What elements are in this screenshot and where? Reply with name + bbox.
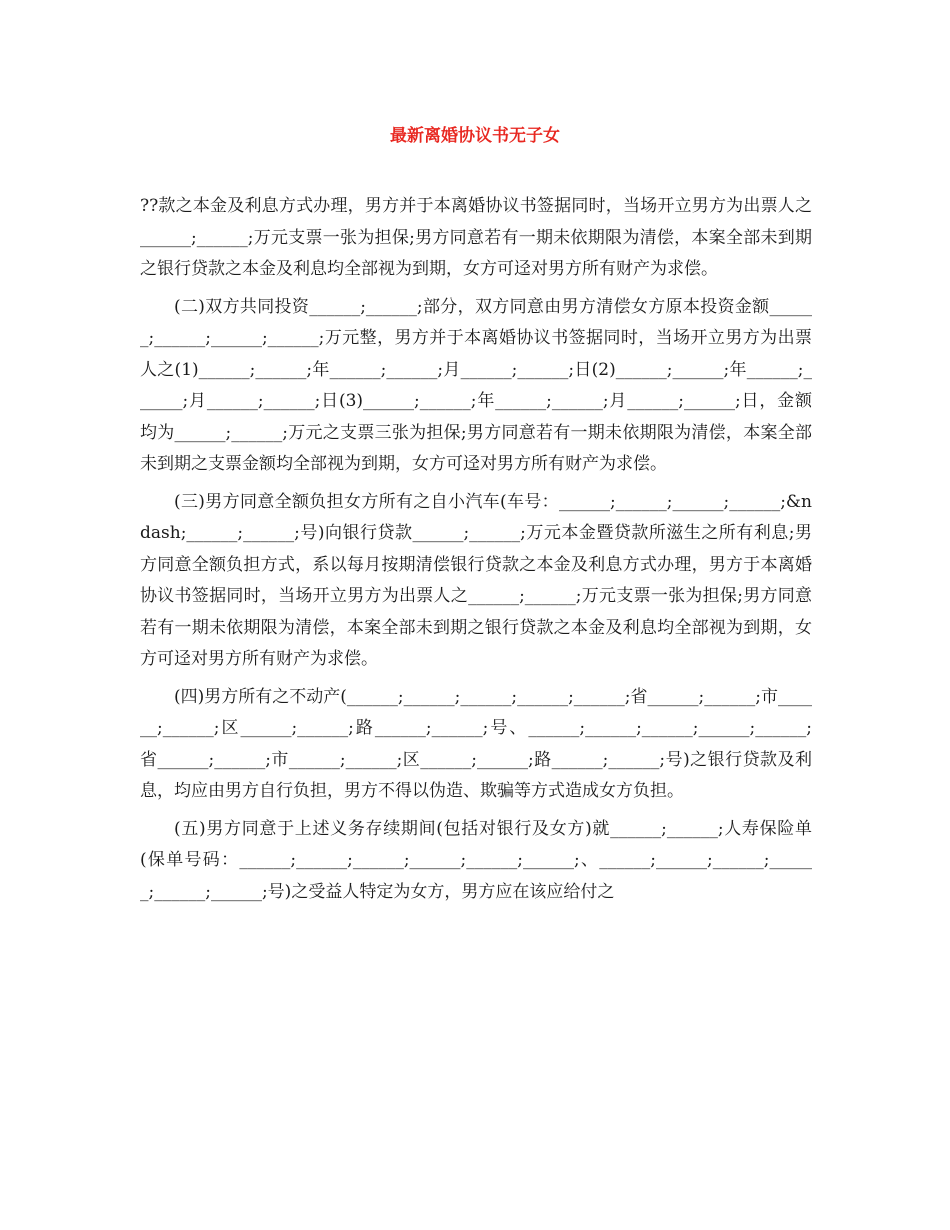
paragraph-life-insurance: (五)男方同意于上述义务存续期间(包括对银行及女方)就______;______;人寿保险单(保单号码：______;______;______;______;______;______;、______;______;______;______;______;______;号)之受益人特定为女方，男方应在该应给付之: [140, 818, 812, 902]
document-title: 最新离婚协议书无子女: [390, 126, 560, 146]
paragraph-real-estate: (四)男方所有之不动产(______;______;______;______;______;省______;______;市______;______;区______;______;路______;______;号、______;______;______;______;______;省______;______;市______;______;区______;______;路______;______;号)之银行贷款及利息，均应由男方自行负担，男方不得以伪造、欺骗等方式造成女方负担。: [140, 686, 812, 801]
document-body: [140, 191, 812, 914]
paragraph-car-loan: (三)男方同意全额负担女方所有之自小汽车(车号：______;______;______;______;&ndash;______;______;号)向银行贷款______;______;万元本金暨贷款所滋生之所有利息;男方同意全额负担方式，系以每月按期清偿银行贷款之本金及利息方式办理，男方于本离婚协议书签据同时，当场开立男方为出票人之______;______;万元支票一张为担保;男方同意若有一期未依期限为清偿，本案全部未到期之银行贷款之本金及利息均全部视为到期，女方可迳对男方所有财产为求偿。: [140, 491, 812, 669]
paragraph-loan-continuation: ??款之本金及利息方式办理，男方并于本离婚协议书签据同时，当场开立男方为出票人之______;______;万元支票一张为担保;男方同意若有一期未依期限为清偿，本案全部未到期之银行贷款之本金及利息均全部视为到期，女方可迳对男方所有财产为求偿。: [140, 196, 812, 279]
paragraph-joint-investment: (二)双方共同投资______;______;部分，双方同意由男方清偿女方原本投资金额______;______;______;______;万元整，男方并于本离婚协议书签据同时，当场开立男方为出票人之(1)______;______;年______;______;月______;______;日(2)______;______;年______;______;月______;______;日(3)______;______;年______;______;月______;______;日，金额均为______;______;万元之支票三张为担保;男方同意若有一期未依期限为清偿，本案全部未到期之支票金额均全部视为到期，女方可迳对男方所有财产为求偿。: [140, 296, 812, 474]
